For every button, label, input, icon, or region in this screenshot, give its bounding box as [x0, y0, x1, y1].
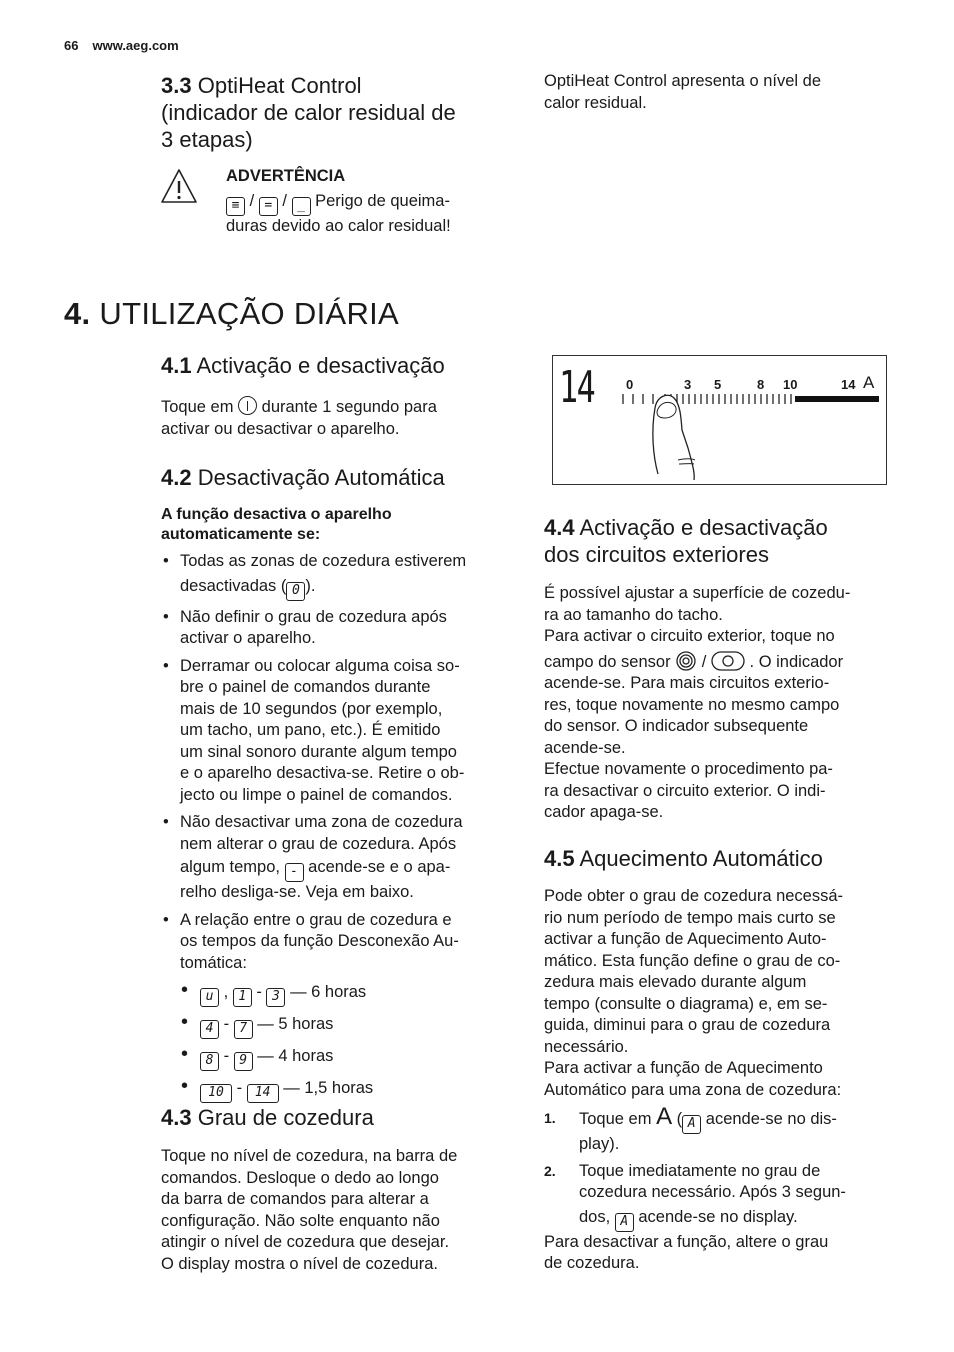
- step-item: [544, 1103, 914, 1156]
- chapter-title: UTILIZAÇÃO DIÁRIA: [99, 296, 400, 331]
- step-number: 1.: [544, 1110, 556, 1126]
- section-3-3-heading: [161, 72, 531, 153]
- text-fragment: acende-se no dis-: [705, 1110, 837, 1128]
- section-title: Activação e desactivação: [196, 353, 445, 378]
- text-line: Toque no nível de cozedura, na barra de: [161, 1147, 458, 1165]
- section-4-1-text: [161, 396, 521, 440]
- section-4-3-heading: [161, 1104, 374, 1131]
- text-line: Para desactivar a função, altere o grau: [544, 1232, 829, 1251]
- text-line: bre o painel de comandos durante: [180, 678, 431, 696]
- warning-title: ADVERTÊNCIA: [226, 167, 346, 185]
- oval-circuit-sensor-icon: [711, 651, 745, 671]
- text-fragment: acende-se no display.: [638, 1207, 798, 1226]
- display-a-symbol: A: [615, 1213, 634, 1232]
- text-fragment: Toque em: [161, 398, 234, 416]
- text-line: acende-se.: [544, 738, 626, 757]
- intro-text: automaticamente se:: [161, 526, 321, 543]
- auto-heat-label: A: [863, 373, 875, 392]
- text-line: • Não desactivar uma zona de cozedura: [180, 813, 463, 831]
- text-line: Toque imediatamente no grau de: [579, 1161, 821, 1180]
- text-line: de cozedura.: [544, 1254, 640, 1272]
- heat-level-symbol: 8: [200, 1052, 219, 1071]
- text-fragment: desactivadas (: [180, 576, 287, 595]
- separator: -: [223, 1015, 230, 1033]
- list-item: [161, 656, 521, 807]
- text-line: ra desactivar o circuito exterior. O indi-: [544, 781, 826, 800]
- control-bar-svg: [553, 356, 886, 484]
- scale-label: 3: [684, 377, 692, 392]
- residual-heat-high-symbol: ≡: [226, 197, 245, 216]
- finger-illustration: [653, 395, 694, 480]
- text-line: configuração. Não solte enquanto não: [161, 1211, 440, 1230]
- heat-level-symbol: 3: [266, 988, 285, 1007]
- control-bar-illustration: [552, 355, 887, 485]
- section-title: Desactivação Automática: [197, 465, 445, 490]
- text-line: cador apaga-se.: [544, 803, 664, 821]
- heat-level-symbol: u: [200, 988, 219, 1007]
- scale-label: 8: [757, 377, 765, 392]
- section-title-line: (indicador de calor residual de: [161, 100, 456, 125]
- text-line: activar o aparelho.: [180, 629, 316, 647]
- warning-icon: [160, 168, 198, 204]
- scale-label: 5: [714, 377, 722, 392]
- heat-level-symbol: 9: [234, 1052, 253, 1071]
- shutdown-conditions-list: [161, 551, 521, 974]
- section-number: 4.4: [544, 515, 575, 540]
- section-title: Activação e desactivação: [579, 515, 828, 540]
- warning-block: ADVERTÊNCIA ≡ / = / _ Perigo de queima- duras devido ao calor residual!: [226, 166, 526, 237]
- separator: /: [701, 652, 707, 671]
- intro-text: A função desactiva o aparelho: [161, 506, 392, 523]
- heat-level-symbol: 10: [200, 1084, 232, 1103]
- text-line: • Derramar ou colocar alguma coisa so-: [180, 656, 460, 675]
- text-line: necessário.: [544, 1037, 629, 1056]
- text-line: OptiHeat Control apresenta o nível de: [544, 72, 821, 90]
- text-fragment: ).: [305, 576, 316, 595]
- section-4-5-heading: [544, 845, 823, 872]
- text-line: • Não definir o grau de cozedura após: [180, 607, 447, 626]
- text-line: um tacho, um pano, etc.). É emitido: [180, 721, 441, 739]
- text-line: ra ao tamanho do tacho.: [544, 605, 723, 624]
- page-number: 66: [64, 38, 79, 53]
- text-line: tomática:: [180, 953, 247, 972]
- website: www.aeg.com: [92, 38, 179, 53]
- text-line: zedura mais elevado durante algum: [544, 973, 807, 991]
- heat-level-symbol: 4: [200, 1020, 219, 1039]
- scale-ticks: [623, 394, 791, 404]
- section-number: 4.2: [161, 465, 192, 490]
- text-line: • A relação entre o grau de cozedura e: [180, 910, 452, 929]
- text-line: Para activar a função de Aquecimento: [544, 1059, 823, 1077]
- section-4-1-heading: [161, 352, 445, 379]
- text-line: rio num período de tempo mais curto se: [544, 908, 836, 927]
- text-line: Automático para uma zona de cozedura:: [544, 1080, 842, 1099]
- text-line: mático. Esta função define o grau de co-: [544, 951, 841, 970]
- triple-circuit-sensor-icon: [675, 651, 697, 671]
- section-title-line: 3 etapas): [161, 127, 253, 152]
- section-4-2-heading: [161, 464, 445, 491]
- text-line: activar ou desactivar o aparelho.: [161, 419, 400, 438]
- display-zero-symbol: 0: [286, 582, 305, 601]
- list-item: [161, 910, 521, 975]
- scale-label: 10: [783, 377, 798, 392]
- list-item: [181, 1046, 521, 1071]
- scale-label: 0: [626, 377, 634, 392]
- section-4-2-body: [161, 505, 521, 1110]
- step-item: [544, 1161, 914, 1232]
- text-line: guida, diminui para o grau de cozedura: [544, 1016, 831, 1034]
- separator: -: [223, 1047, 230, 1065]
- text-line: • Todas as zonas de cozedura estiverem: [180, 552, 467, 570]
- text-line: relho desliga-se. Veja em baixo.: [180, 883, 414, 901]
- section-4-5-text: [544, 886, 914, 1275]
- separator: -: [256, 983, 262, 1001]
- text-line: É possível ajustar a superfície de cozedu-: [544, 584, 851, 602]
- section-number: 4.3: [161, 1105, 192, 1130]
- section-title: Grau de cozedura: [197, 1105, 374, 1130]
- heat-level-symbol: 1: [233, 988, 252, 1007]
- text-line: do sensor. O indicador subsequente: [544, 717, 809, 735]
- text-fragment: dos,: [579, 1207, 611, 1226]
- section-4-4-heading: [544, 514, 914, 568]
- duration-text: — 5 horas: [257, 1015, 334, 1033]
- text-fragment: campo do sensor: [544, 652, 671, 671]
- text-line: os tempos da função Desconexão Au-: [180, 932, 459, 950]
- text-line: Pode obter o grau de cozedura necessá-: [544, 887, 844, 905]
- text-line: Efectue novamente o procedimento pa-: [544, 760, 833, 778]
- list-item: [181, 1078, 521, 1103]
- text-line: e o aparelho desactiva-se. Retire o ob-: [180, 764, 465, 782]
- scale-label: 14: [841, 377, 856, 392]
- text-line: play).: [579, 1135, 620, 1153]
- page-header: [64, 38, 179, 53]
- text-line: nem alterar o grau de cozedura. Após: [180, 834, 457, 853]
- section-4-3-text: [161, 1146, 521, 1275]
- text-line: cozedura necessário. Após 3 segun-: [579, 1183, 846, 1201]
- heat-level-symbol: 14: [247, 1084, 279, 1103]
- text-line: res, toque novamente no mesmo campo: [544, 695, 840, 714]
- power-icon: [238, 396, 257, 415]
- auto-heat-steps: [544, 1103, 914, 1232]
- cooking-level-display: 14: [559, 362, 595, 413]
- text-fragment: (: [676, 1110, 683, 1128]
- list-item: [161, 551, 521, 601]
- section-title: OptiHeat Control: [197, 73, 362, 98]
- separator: -: [236, 1079, 243, 1097]
- duration-text: — 6 horas: [290, 983, 367, 1001]
- text-line: jecto ou limpe o painel de comandos.: [180, 785, 453, 804]
- scale-bar-filled: [795, 396, 879, 402]
- text-line: activar a função de Aquecimento Auto-: [544, 930, 827, 948]
- text-line: O display mostra o nível de cozedura.: [161, 1254, 438, 1273]
- text-line: tempo (consulte o diagrama) e, em se-: [544, 994, 828, 1013]
- text-fragment: . O indicador: [749, 652, 844, 671]
- text-fragment: durante 1 segundo para: [261, 398, 437, 416]
- text-line: comandos. Desloque o dedo ao longo: [161, 1168, 439, 1187]
- list-item: [161, 607, 521, 650]
- text-line: um sinal sonoro durante algum tempo: [180, 742, 457, 761]
- text-line: atingir o nível de cozedura que desejar.: [161, 1233, 450, 1251]
- section-4-4-text: [544, 583, 914, 824]
- chapter-number: 4.: [64, 296, 91, 331]
- text-line: acende-se. Para mais circuitos exterio-: [544, 674, 830, 692]
- text-line: Para activar o circuito exterior, toque no: [544, 627, 835, 645]
- text-line: da barra de comandos para alterar a: [161, 1190, 429, 1208]
- residual-heat-medium-symbol: =: [259, 197, 278, 216]
- chapter-heading: [64, 296, 399, 332]
- duration-text: — 1,5 horas: [283, 1079, 374, 1097]
- text-fragment: Toque em: [579, 1110, 652, 1128]
- section-title-line: dos circuitos exteriores: [544, 542, 769, 567]
- section-number: 4.5: [544, 846, 575, 871]
- separator: ,: [223, 983, 229, 1001]
- display-a-symbol: A: [682, 1115, 701, 1134]
- warning-text: duras devido ao calor residual!: [226, 216, 451, 235]
- display-dash-symbol: -: [285, 863, 304, 882]
- auto-heat-icon: A: [656, 1103, 673, 1130]
- list-item: [161, 812, 521, 904]
- heat-level-symbol: 7: [234, 1020, 253, 1039]
- step-number: 2.: [544, 1162, 556, 1179]
- text-fragment: algum tempo,: [180, 858, 280, 876]
- text-line: mais de 10 segundos (por exemplo,: [180, 699, 443, 718]
- section-title: Aquecimento Automático: [579, 846, 823, 871]
- text-line: calor residual.: [544, 93, 647, 112]
- duration-text: — 4 horas: [257, 1047, 334, 1065]
- optiheat-description: [544, 71, 904, 114]
- section-number: 3.3: [161, 73, 192, 98]
- warning-text: Perigo de queima-: [315, 191, 450, 210]
- text-fragment: acende-se e o apa-: [308, 858, 451, 876]
- list-item: [181, 1014, 521, 1039]
- residual-heat-low-symbol: _: [292, 197, 311, 216]
- list-item: [181, 982, 521, 1007]
- section-number: 4.1: [161, 353, 192, 378]
- auto-off-times-list: [181, 982, 521, 1103]
